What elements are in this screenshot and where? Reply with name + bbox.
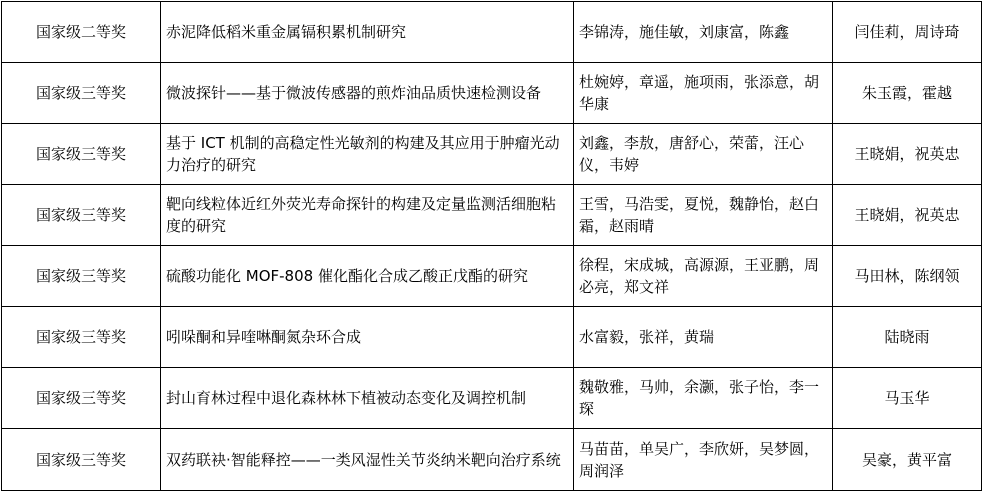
advisors-cell: 闫佳莉，周诗琦	[833, 2, 982, 63]
award-level-cell: 国家级三等奖	[2, 429, 161, 491]
project-title-cell: 封山育林过程中退化森林林下植被动态变化及调控机制	[161, 368, 574, 429]
award-level-cell: 国家级三等奖	[2, 185, 161, 246]
project-title-cell: 硫酸功能化 MOF-808 催化酯化合成乙酸正戊酯的研究	[161, 246, 574, 307]
team-members-cell: 魏敬雅，马帅，余灏，张子怡，李一琛	[574, 368, 833, 429]
project-title-cell: 微波探针——基于微波传感器的煎炸油品质快速检测设备	[161, 63, 574, 124]
table-row	[2, 307, 982, 368]
advisors-cell: 陆晓雨	[833, 307, 982, 368]
advisors-cell: 马玉华	[833, 368, 982, 429]
project-title-cell: 吲哚酮和异喹啉酮氮杂环合成	[161, 307, 574, 368]
advisors-cell: 吴豪，黄平富	[833, 429, 982, 491]
table-row	[2, 124, 982, 185]
advisors-cell: 马田林，陈纲领	[833, 246, 982, 307]
advisors-cell: 王晓娟，祝英忠	[833, 124, 982, 185]
team-members-cell: 刘鑫，李敖，唐舒心，荣蕾，汪心仪，韦婷	[574, 124, 833, 185]
award-level-cell: 国家级二等奖	[2, 2, 161, 63]
table-row	[2, 185, 982, 246]
awards-table	[1, 1, 982, 491]
team-members-cell: 杜婉婷，章遥，施项雨，张添意，胡华康	[574, 63, 833, 124]
award-level-cell: 国家级三等奖	[2, 63, 161, 124]
project-title-cell: 双药联袂·智能释控——一类风湿性关节炎纳米靶向治疗系统	[161, 429, 574, 491]
table-row	[2, 246, 982, 307]
project-title-cell: 靶向线粒体近红外荧光寿命探针的构建及定量监测活细胞粘度的研究	[161, 185, 574, 246]
table-row	[2, 429, 982, 491]
table-row	[2, 63, 982, 124]
award-level-cell: 国家级三等奖	[2, 124, 161, 185]
project-title-cell: 基于 ICT 机制的高稳定性光敏剂的构建及其应用于肿瘤光动力治疗的研究	[161, 124, 574, 185]
team-members-cell: 马苗苗，单吴广，李欣妍，吴梦圆，周润泽	[574, 429, 833, 491]
table-row	[2, 2, 982, 63]
table-row	[2, 368, 982, 429]
award-level-cell: 国家级三等奖	[2, 368, 161, 429]
team-members-cell: 水富毅，张祥，黄瑞	[574, 307, 833, 368]
advisors-cell: 朱玉霞，霍越	[833, 63, 982, 124]
project-title-cell: 赤泥降低稻米重金属镉积累机制研究	[161, 2, 574, 63]
team-members-cell: 王雪，马浩雯，夏悦，魏静怡，赵白霜，赵雨晴	[574, 185, 833, 246]
team-members-cell: 李锦涛，施佳敏，刘康富，陈鑫	[574, 2, 833, 63]
team-members-cell: 徐程，宋成城，高源源，王亚鹏，周必亮，郑文祥	[574, 246, 833, 307]
advisors-cell: 王晓娟，祝英忠	[833, 185, 982, 246]
award-level-cell: 国家级三等奖	[2, 307, 161, 368]
award-level-cell: 国家级三等奖	[2, 246, 161, 307]
